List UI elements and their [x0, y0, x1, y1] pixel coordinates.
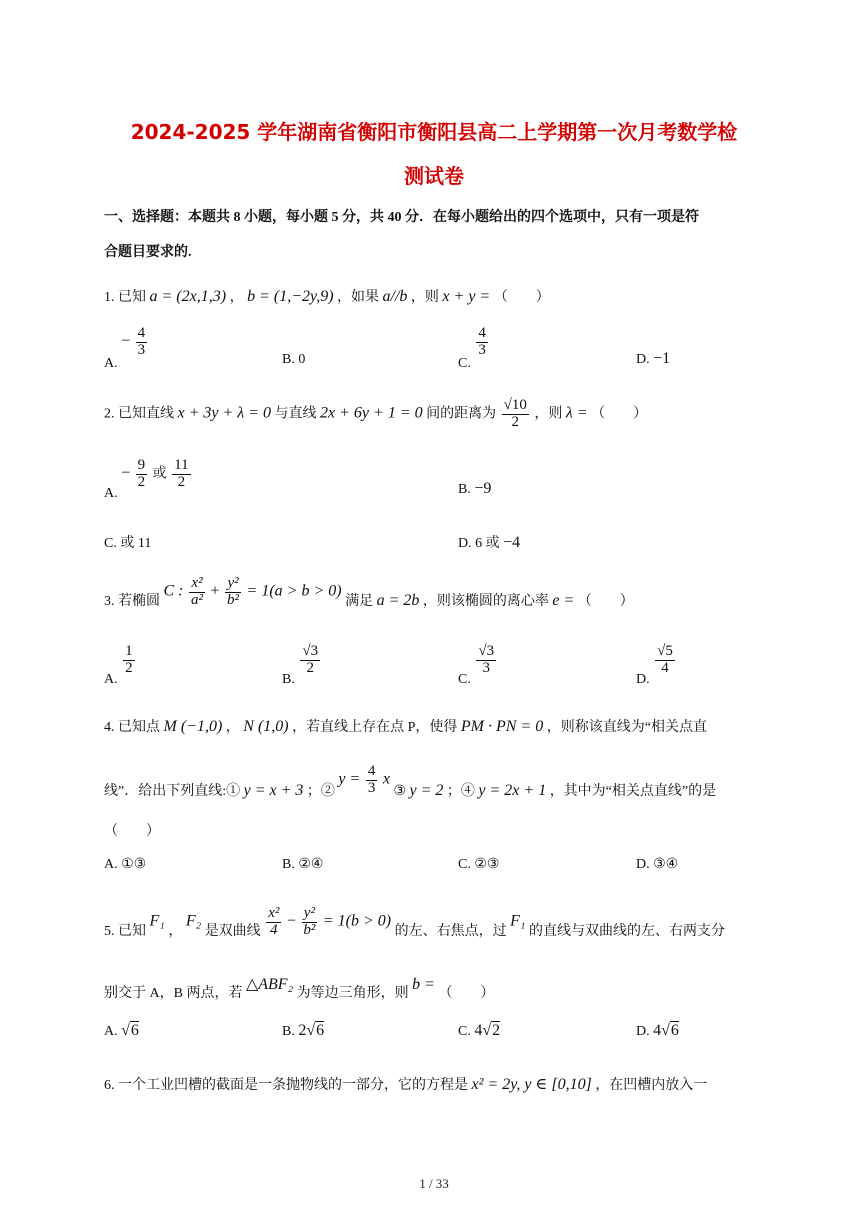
q3-ellipse-left: C :	[163, 582, 184, 600]
q3-blank: （ ）	[577, 594, 634, 610]
q3-option-b-label: B.	[282, 672, 295, 688]
q2-option-b-value: −9	[474, 480, 492, 497]
q5-line2-text2: 为等边三角形，则	[296, 986, 409, 1001]
q2-text4: ，则	[534, 406, 563, 422]
q2-option-b-label: B.	[458, 482, 471, 497]
q5-frac-x: $\frac{\text{x²}}{4}$	[268, 905, 280, 938]
q5-option-c-coef: 4	[474, 1022, 483, 1039]
q5-prefix: 5. 已知	[104, 924, 146, 940]
page-number: 1 / 33	[419, 1176, 449, 1191]
q2-option-d-value: −4	[503, 534, 521, 551]
q1-option-a	[104, 325, 149, 372]
q2-option-a-or: 或	[152, 466, 167, 482]
q3-text3: ，则该椭圆的离心率	[422, 594, 549, 610]
q4-line-2-x: x	[382, 770, 390, 788]
q3-option-c-fraction: $\frac{√3}{3}$	[478, 643, 495, 676]
question-6	[104, 1074, 707, 1094]
q5-line2-text1: 别交于 A，B 两点，若	[104, 986, 243, 1001]
q2-option-a	[104, 457, 193, 502]
question-3	[104, 576, 634, 609]
q2-option-a-fraction2: $\frac{11}{2}$	[174, 457, 189, 490]
section-header-line2: 合题目要求的.	[104, 245, 192, 260]
document-title-line2: 测试卷	[404, 164, 464, 188]
q4-line-2-label: ；②	[306, 784, 335, 800]
q1-expression: x + y =	[442, 288, 491, 305]
q2-option-b	[458, 480, 491, 498]
q1-condition: a//b	[382, 288, 408, 305]
q5-option-b-value: 6	[316, 1022, 325, 1039]
q5-option-a: A. √6	[104, 1022, 139, 1039]
q6-text2: ，在凹槽内放入一	[595, 1078, 708, 1093]
q3-text2: 满足	[345, 594, 374, 610]
q2-text2: 与直线	[274, 406, 317, 422]
q4-option-c: C. ②③	[458, 857, 500, 872]
q4-option-d: D. ③④	[636, 857, 679, 872]
q3-frac-x: $\frac{\text{x²}}{\text{a²}}$	[191, 575, 203, 608]
q1-vector-b: b = (1,−2y,9)	[247, 288, 334, 305]
q5-option-d-coef: 4	[653, 1022, 662, 1039]
q3-prefix: 3. 若椭圆	[104, 594, 160, 610]
q4-line-4-label: ；④	[446, 784, 475, 800]
q5-f1: F₁	[149, 912, 165, 930]
q2-option-a-sign: −	[121, 464, 131, 482]
q2-distance-fraction: $\frac{√10}{2}$	[503, 397, 527, 430]
q5-option-b-coef: 2	[298, 1022, 307, 1039]
q4-blank: （ ）	[104, 824, 160, 839]
q4-line2-text1: 线”．给出下列直线:①	[104, 784, 241, 800]
q5-option-d-value: 6	[670, 1022, 679, 1039]
q2-line2: 2x + 6y + 1 = 0	[320, 404, 423, 422]
q5-triangle: △ABF₂	[245, 976, 294, 993]
q2-option-d	[458, 532, 520, 552]
section-header-line1: 一、选择题：本题共 8 小题，每小题 5 分，共 40 分．在每小题给出的四个选项中，只有一项是符	[104, 210, 699, 225]
q1-text2: ，如果	[337, 290, 380, 305]
q5-option-a-label: A.	[104, 1024, 118, 1039]
q2-option-a-fraction1: $\frac{9}{2}$	[137, 457, 146, 490]
q4-option-a: A. ①③	[104, 857, 147, 872]
q2-expression: λ =	[565, 404, 588, 422]
q4-prefix: 4. 已知点	[104, 720, 160, 735]
q5-hyperbola-right: = 1(b > 0)	[322, 912, 392, 930]
q1-option-c-label: C.	[458, 356, 471, 372]
q1-text3: ，则	[410, 290, 439, 305]
q2-option-c	[104, 532, 151, 552]
q4-point-n: N (1,0)	[243, 718, 289, 735]
q5-frac-y: $\frac{\text{y²}}{\text{b²}}$	[303, 905, 316, 938]
q3-option-a-fraction: $\frac{1}{2}$	[125, 643, 133, 676]
q5-option-d-label: D.	[636, 1024, 650, 1039]
q3-option-d-fraction: $\frac{√5}{4}$	[657, 643, 673, 676]
q3-option-a	[104, 643, 137, 688]
question-5-line1	[104, 906, 725, 939]
q5-f1-again: F₁	[510, 912, 526, 930]
q5-expression: b =	[412, 976, 435, 993]
q5-blank: （ ）	[438, 986, 495, 1001]
q1-blank: （ ）	[493, 290, 550, 305]
q5-option-c-label: C.	[458, 1024, 471, 1039]
q4-sep: ，	[225, 720, 240, 735]
q4-line-3: y = 2	[409, 782, 444, 800]
q4-line-1: y = x + 3	[243, 782, 304, 800]
q2-option-d-label: D. 6 或	[458, 536, 500, 551]
q4-line-2-fraction: $\frac{4}{3}$	[367, 763, 376, 796]
q1-option-b: B. 0	[282, 352, 306, 367]
q1-option-c-fraction: $\frac{4}{3}$	[478, 325, 486, 358]
q5-text2: 是双曲线	[204, 924, 261, 940]
q1-option-a-fraction: $\frac{4}{3}$	[137, 325, 146, 358]
q4-line-2-left: y =	[338, 770, 361, 788]
q5-text4: 的直线与双曲线的左、右两支分	[528, 924, 725, 940]
q3-condition: a = 2b	[376, 592, 420, 610]
q5-text3: 的左、右焦点，过	[394, 924, 507, 940]
q5-option-a-value: 6	[130, 1022, 139, 1039]
q3-option-c	[458, 643, 498, 688]
q4-point-m: M (−1,0)	[163, 718, 223, 735]
q3-frac-y: $\frac{\text{y²}}{\text{b²}}$	[227, 575, 240, 608]
q2-option-a-label: A.	[104, 486, 118, 502]
question-4-line2	[104, 763, 717, 800]
q5-option-d: D. 4√6	[636, 1022, 679, 1039]
q4-line2-text2: ，其中为“相关点直线”的是	[549, 784, 717, 800]
q6-prefix: 6. 一个工业凹槽的截面是一条抛物线的一部分，它的方程是	[104, 1078, 468, 1093]
q3-option-d-label: D.	[636, 672, 650, 688]
q4-line-3-label: ③	[393, 784, 406, 800]
q3-option-a-label: A.	[104, 672, 118, 688]
q1-option-a-sign: −	[121, 332, 131, 350]
q3-expression: e =	[552, 592, 575, 610]
q2-blank: （ ）	[591, 406, 648, 422]
q3-ellipse-right: = 1(a > b > 0)	[246, 582, 342, 600]
q1-option-d	[636, 350, 670, 368]
q2-option-c-label: C.	[104, 536, 117, 551]
q5-minus: −	[286, 912, 296, 930]
question-1	[104, 286, 550, 306]
q5-sep: ，	[168, 924, 183, 940]
q4-text2: ，若直线上存在点 P，使得	[292, 720, 458, 735]
q5-f2: F₂	[185, 912, 202, 930]
q1-vector-a: a = (2x,1,3)	[149, 288, 227, 305]
question-5-line2	[104, 974, 495, 1001]
q4-option-b: B. ②④	[282, 857, 324, 872]
q3-plus: +	[210, 582, 220, 600]
question-4-line1	[104, 716, 707, 736]
q1-option-d-label: D.	[636, 352, 650, 367]
q3-option-d	[636, 643, 677, 688]
q1-prefix: 1. 已知	[104, 290, 146, 305]
q5-option-c-value: 2	[492, 1022, 501, 1039]
q1-option-a-label: A.	[104, 356, 118, 372]
q2-option-c-rest: 或 11	[120, 536, 152, 551]
document-title-line1: 2024-2025 学年湖南省衡阳市衡阳县高二上学期第一次月考数学检	[130, 120, 738, 144]
q3-option-c-label: C.	[458, 672, 471, 688]
q1-option-c	[458, 325, 490, 372]
q4-dot-product: PM · PN = 0	[460, 718, 544, 735]
q5-option-c: C. 4√2	[458, 1022, 501, 1039]
q5-option-b: B. 2√6	[282, 1022, 325, 1039]
question-2	[104, 398, 647, 431]
q5-option-b-label: B.	[282, 1024, 295, 1039]
q3-option-b-fraction: $\frac{√3}{2}$	[302, 643, 319, 676]
q3-option-b	[282, 643, 322, 688]
q4-text3: ，则称该直线为“相关点直	[546, 720, 707, 735]
q1-option-d-value: −1	[653, 350, 671, 367]
q4-line-4: y = 2x + 1	[478, 782, 547, 800]
q1-sep: ，	[229, 290, 244, 305]
q2-line1: x + 3y + λ = 0	[177, 404, 272, 422]
q2-prefix: 2. 已知直线	[104, 406, 174, 422]
q6-equation: x² = 2y, y ∈ [0,10]	[471, 1076, 592, 1093]
q2-text3: 间的距离为	[426, 406, 497, 422]
